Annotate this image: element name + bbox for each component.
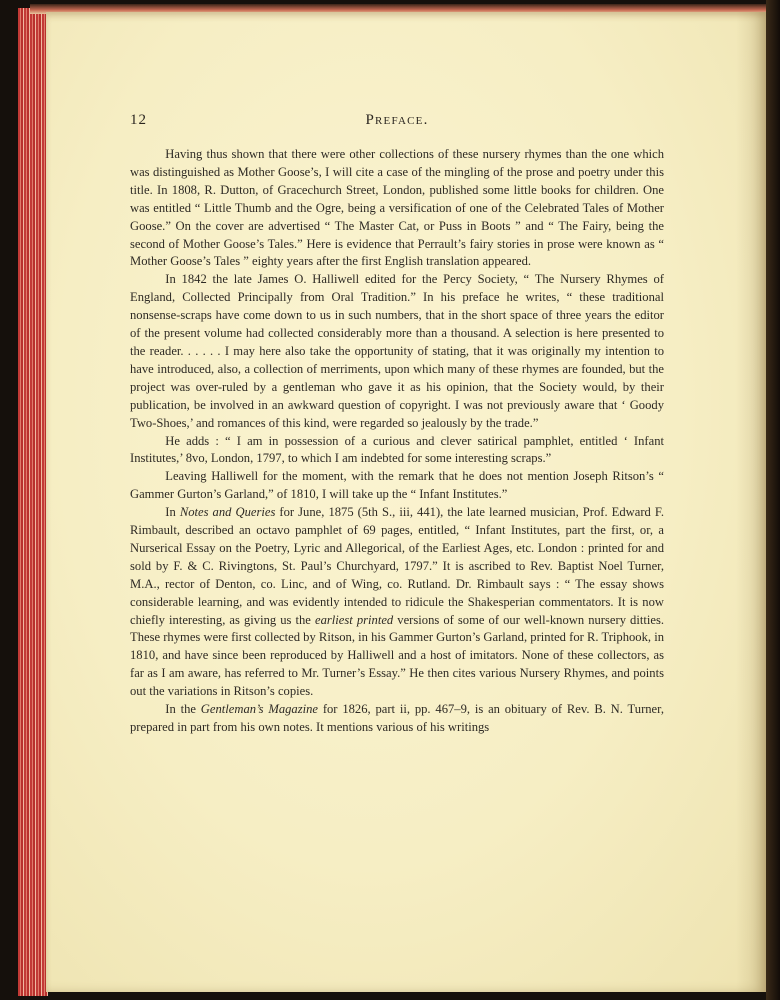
page-fold-shadow	[736, 12, 766, 992]
paragraph: He adds : “ I am in possession of a curious and clever satirical pamphlet, entitled ‘ Infant Institutes,’ 8vo, London, 1797, to which I am indebted for some interesting scraps.”	[130, 433, 664, 466]
red-page-edges	[18, 8, 48, 996]
paragraph: In 1842 the late James O. Halliwell edited for the Percy Society, “ The Nursery Rhymes of England, Collected Principally from Oral Tradition.” In his preface he writes, “ these traditional nonsense-scraps have come down to us in such numbers, that in the short space of three years the editor of the present volume had collected considerably more than a thousand. A selection is here presented to the reader. . . . . . I may here also take the opportunity of stating, that it was originally my intention to have introduced, also, a collection of merriments, upon which many of these rhymes are founded, but the project was over-ruled by a gentleman who gave it as his opinion, that the Society would, by their publication, be involved in an awkward question of copyright. I was not previously aware that ‘ Goody Two-Shoes,’ and romances of this kind, were regarded so jealously by the trade.”	[130, 272, 664, 430]
body-text	[130, 146, 664, 737]
page-number: 12	[130, 112, 147, 128]
paragraph: In Notes and Queries for June, 1875 (5th S., iii, 441), the late learned musician, Prof. Edward F. Rimbault, described an octavo pamphlet of 69 pages, entitled, “ Infant Institutes, part the first, or, a Nurserical Essay on the Poetry, Lyric and Allegorical, of the Earliest Ages, etc. London : printed for and sold by F. & C. Rivingtons, St. Paul’s Churchyard, 1797.” It is ascribed to Rev. Baptist Noel Turner, M.A., rector of Denton, co. Linc, and of Wing, co. Rutland. Dr. Rimbault says : “ The essay shows considerable learning, and was evidently intended to ridicule the Shakesperian commentators. It is now chiefly interesting, as giving us the earliest printed versions of some of our well-known nursery ditties. These rhymes were first collected by Ritson, in his Gammer Gurton’s Garland, printed for R. Triphook, in 1810, and have since been reproduced by Halliwell and a host of imitators. None of these collectors, as far as I am aware, has referred to Mr. Turner’s Essay.” He then cites various Nursery Rhymes, and points out the variations in Ritson’s copies.	[130, 505, 665, 699]
paragraph: Leaving Halliwell for the moment, with the remark that he does not mention Joseph Ritson’s “ Gammer Gurton’s Garland,” of 1810, I will take up the “ Infant Institutes.”	[130, 469, 664, 502]
page-header	[130, 112, 664, 134]
paragraph: Having thus shown that there were other collections of these nursery rhymes than the one which was distinguished as Mother Goose’s, I will cite a case of the mingling of the prose and poetry under this title. In 1808, R. Dutton, of Gracechurch Street, London, published some little books for children. One was entitled “ Little Thumb and the Ogre, being a versification of one of the Celebrated Tales of Mother Goose.” On the cover are advertised “ The Master Cat, or Puss in Boots ” and “ The Fairy, being the second of Mother Goose’s Tales.” Here is evidence that Perrault’s fairy stories in prose were known as “ Mother Goose’s Tales ” eighty years after the first English translation appeared.	[130, 147, 664, 269]
book-spine-shadow	[766, 0, 780, 1000]
running-head: Preface.	[365, 112, 429, 128]
journal-title: Gentleman’s Magazine	[200, 702, 318, 717]
journal-title: Notes and Queries	[179, 505, 276, 520]
emphasis: earliest printed	[314, 612, 394, 627]
paragraph: In the Gentleman’s Magazine for 1826, part ii, pp. 467–9, is an obituary of Rev. B. N. Turner, prepared in part from his own notes. It mentions various of his writings	[130, 702, 664, 734]
